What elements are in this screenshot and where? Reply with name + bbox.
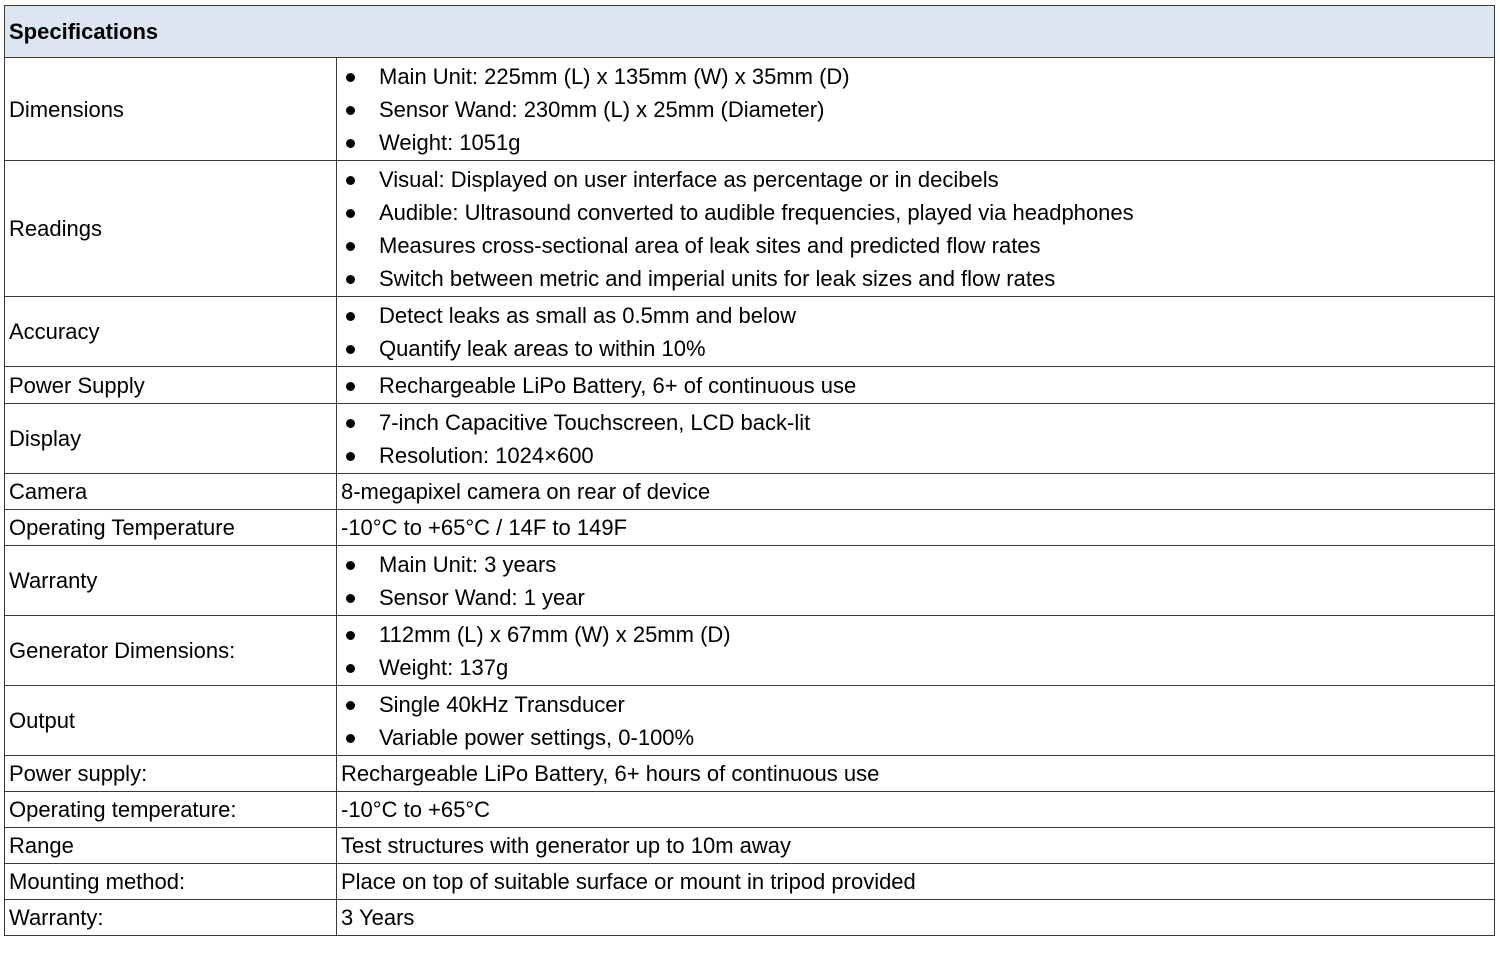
bullet-item xyxy=(341,721,1494,754)
bullet-text: 7-inch Capacitive Touchscreen, LCD back-lit xyxy=(379,410,811,435)
spec-label: Warranty: xyxy=(5,900,337,936)
bullet-text: Rechargeable LiPo Battery, 6+ of continuous use xyxy=(379,373,857,398)
bullet-icon xyxy=(346,345,355,354)
table-row xyxy=(5,161,1495,297)
spec-value: Place on top of suitable surface or mount in tripod provided xyxy=(337,864,1495,900)
spec-label: Mounting method: xyxy=(5,864,337,900)
spec-value-list xyxy=(337,686,1495,756)
bullet-item xyxy=(341,439,1494,472)
bullet-icon xyxy=(346,176,355,185)
bullet-text: Variable power settings, 0-100% xyxy=(379,725,695,750)
table-row xyxy=(5,792,1495,828)
table-row xyxy=(5,297,1495,367)
bullet-icon xyxy=(346,452,355,461)
bullet-item xyxy=(341,618,1494,651)
spec-value-list xyxy=(337,404,1495,474)
spec-label: Readings xyxy=(5,161,337,297)
bullet-text: Main Unit: 225mm (L) x 135mm (W) x 35mm (D) xyxy=(379,64,850,89)
table-row xyxy=(5,510,1495,546)
bullet-text: Main Unit: 3 years xyxy=(379,552,557,577)
bullet-list xyxy=(341,618,1494,684)
bullet-item xyxy=(341,163,1494,196)
table-row xyxy=(5,686,1495,756)
bullet-list xyxy=(341,548,1494,614)
bullet-text: Sensor Wand: 230mm (L) x 25mm (Diameter) xyxy=(379,97,825,122)
spec-label: Range xyxy=(5,828,337,864)
bullet-icon xyxy=(346,275,355,284)
bullet-item xyxy=(341,60,1494,93)
bullet-icon xyxy=(346,106,355,115)
bullet-text: Detect leaks as small as 0.5mm and below xyxy=(379,303,796,328)
table-row xyxy=(5,900,1495,936)
bullet-list xyxy=(341,406,1494,472)
bullet-item xyxy=(341,548,1494,581)
bullet-text: Sensor Wand: 1 year xyxy=(379,585,585,610)
bullet-icon xyxy=(346,139,355,148)
spec-label: Warranty xyxy=(5,546,337,616)
table-body xyxy=(5,58,1495,936)
bullet-list xyxy=(341,299,1494,365)
spec-label: Accuracy xyxy=(5,297,337,367)
spec-label: Operating Temperature xyxy=(5,510,337,546)
bullet-icon xyxy=(346,631,355,640)
bullet-text: Visual: Displayed on user interface as percentage or in decibels xyxy=(379,167,999,192)
bullet-item xyxy=(341,262,1494,295)
spec-label: Generator Dimensions: xyxy=(5,616,337,686)
spec-value-list xyxy=(337,546,1495,616)
bullet-item xyxy=(341,369,1494,402)
spec-value-list xyxy=(337,58,1495,161)
spec-label: Power Supply xyxy=(5,367,337,404)
header-row xyxy=(5,6,1495,58)
spec-value: -10°C to +65°C / 14F to 149F xyxy=(337,510,1495,546)
bullet-icon xyxy=(346,664,355,673)
spec-value: 3 Years xyxy=(337,900,1495,936)
bullet-text: Measures cross-sectional area of leak sites and predicted flow rates xyxy=(379,233,1041,258)
bullet-text: Weight: 1051g xyxy=(379,130,521,155)
bullet-icon xyxy=(346,734,355,743)
table-row xyxy=(5,546,1495,616)
bullet-list xyxy=(341,60,1494,159)
spec-label: Operating temperature: xyxy=(5,792,337,828)
spec-value-list xyxy=(337,297,1495,367)
table-row xyxy=(5,404,1495,474)
bullet-icon xyxy=(346,594,355,603)
bullet-item xyxy=(341,406,1494,439)
spec-label: Camera xyxy=(5,474,337,510)
bullet-icon xyxy=(346,419,355,428)
spec-label: Dimensions xyxy=(5,58,337,161)
bullet-list xyxy=(341,369,1494,402)
spec-value: 8-megapixel camera on rear of device xyxy=(337,474,1495,510)
bullet-item xyxy=(341,332,1494,365)
bullet-icon xyxy=(346,312,355,321)
table-row xyxy=(5,864,1495,900)
bullet-icon xyxy=(346,561,355,570)
bullet-text: Switch between metric and imperial units for leak sizes and flow rates xyxy=(379,266,1056,291)
bullet-text: 112mm (L) x 67mm (W) x 25mm (D) xyxy=(379,622,731,647)
bullet-item xyxy=(341,93,1494,126)
table-row xyxy=(5,367,1495,404)
bullet-icon xyxy=(346,382,355,391)
table-row xyxy=(5,756,1495,792)
bullet-item xyxy=(341,126,1494,159)
spec-value: Rechargeable LiPo Battery, 6+ hours of continuous use xyxy=(337,756,1495,792)
spec-label: Output xyxy=(5,686,337,756)
spec-value-list xyxy=(337,616,1495,686)
bullet-text: Audible: Ultrasound converted to audible frequencies, played via headphones xyxy=(379,200,1134,225)
spec-label: Power supply: xyxy=(5,756,337,792)
specifications-table xyxy=(4,5,1495,936)
spec-label: Display xyxy=(5,404,337,474)
bullet-item xyxy=(341,651,1494,684)
bullet-icon xyxy=(346,242,355,251)
spec-value: -10°C to +65°C xyxy=(337,792,1495,828)
bullet-item xyxy=(341,196,1494,229)
table-row xyxy=(5,58,1495,161)
bullet-item xyxy=(341,688,1494,721)
spec-value-list xyxy=(337,161,1495,297)
spec-value: Test structures with generator up to 10m away xyxy=(337,828,1495,864)
bullet-text: Resolution: 1024×600 xyxy=(379,443,594,468)
bullet-text: Weight: 137g xyxy=(379,655,509,680)
bullet-list xyxy=(341,163,1494,295)
bullet-list xyxy=(341,688,1494,754)
bullet-text: Single 40kHz Transducer xyxy=(379,692,625,717)
table-row xyxy=(5,474,1495,510)
bullet-item xyxy=(341,299,1494,332)
bullet-icon xyxy=(346,701,355,710)
table-row xyxy=(5,828,1495,864)
bullet-item xyxy=(341,229,1494,262)
table-row xyxy=(5,616,1495,686)
spec-value-list xyxy=(337,367,1495,404)
bullet-item xyxy=(341,581,1494,614)
bullet-icon xyxy=(346,209,355,218)
bullet-icon xyxy=(346,73,355,82)
table-header: Specifications xyxy=(5,6,1495,58)
bullet-text: Quantify leak areas to within 10% xyxy=(379,336,706,361)
